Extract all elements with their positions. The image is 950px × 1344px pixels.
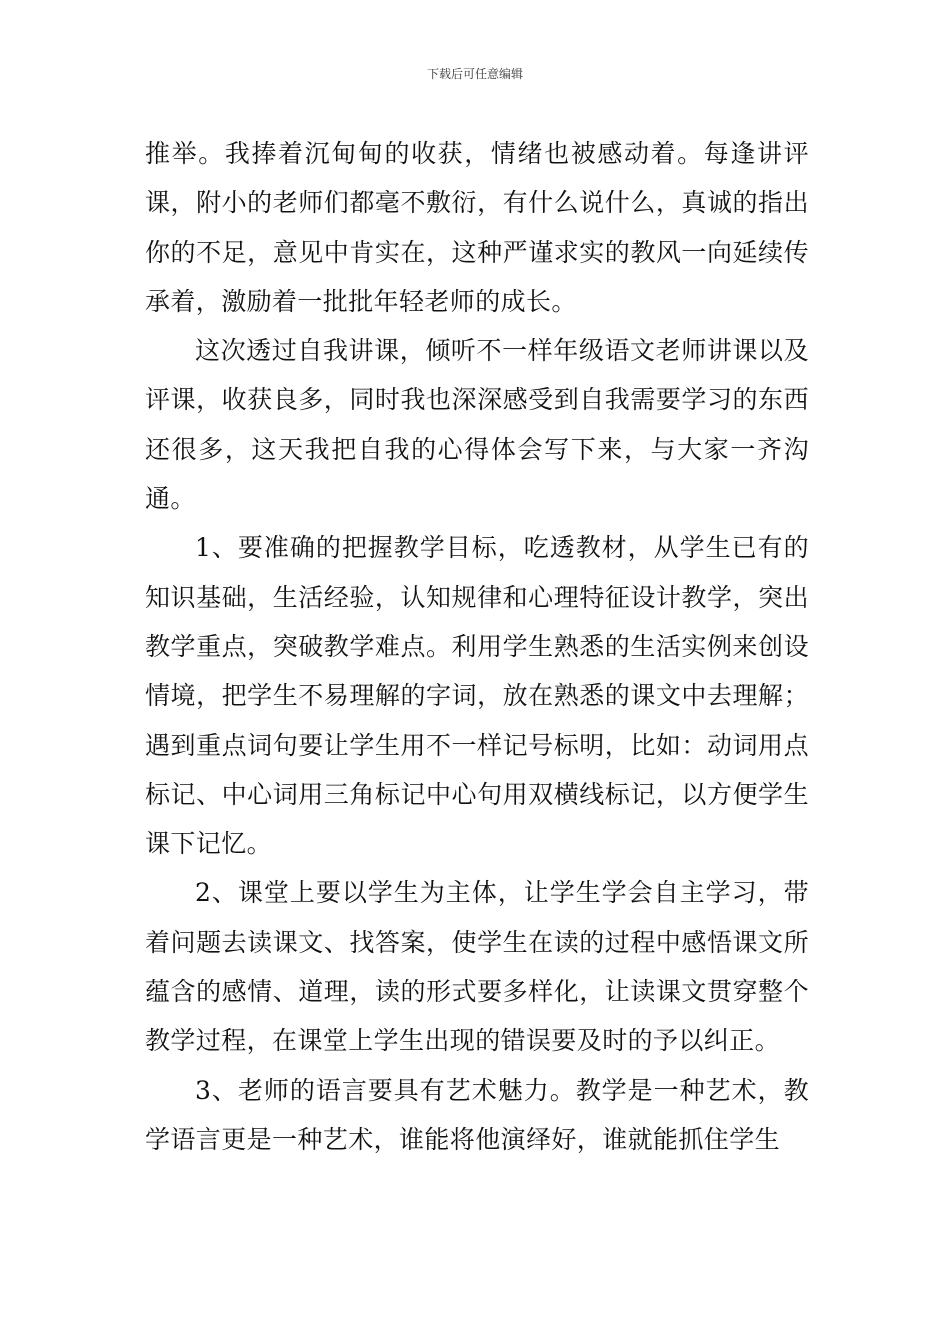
paragraph-continuation: 推举。我捧着沉甸甸的收获，情绪也被感动着。每逢讲评课，附小的老师们都毫不敷衍，有什么说什么，真诚的指出你的不足，意见中肯实在，这种严谨求实的教风一向延续传承着，激励着一批批年轻老师的成长。 <box>145 139 809 316</box>
paragraph-point-1: 1、要准确的把握教学目标，吃透教材，从学生已有的知识基础，生活经验，认知规律和心理特征设计教学，突出教学重点，突破教学难点。利用学生熟悉的生活实例来创设情境，把学生不易理解的字词，放在熟悉的课文中去理解；遇到重点词句要让学生用不一样记号标明，比如：动词用点标记、中心词用三角标记中心句用双横线标记，以方便学生课下记忆。 <box>145 533 809 859</box>
paragraph-point-3: 3、老师的语言要具有艺术魅力。教学是一种艺术，教学语言更是一种艺术，谁能将他演绎好，谁就能抓住学生 <box>145 1075 809 1154</box>
paragraph-point-2: 2、课堂上要以学生为主体，让学生学会自主学习，带着问题去读课文、找答案，使学生在读的过程中感悟课文所蕴含的感情、道理，读的形式要多样化，让读课文贯穿整个教学过程，在课堂上学生出现的错误要及时的予以纠正。 <box>145 878 809 1056</box>
header-note: 下载后可任意编辑 <box>426 67 523 81</box>
document-body <box>145 129 809 1164</box>
paragraph-intro: 这次透过自我讲课，倾听不一样年级语文老师讲课以及评课，收获良多，同时我也深深感受到自我需要学习的东西还很多，这天我把自我的心得体会写下来，与大家一齐沟通。 <box>145 336 809 514</box>
page-header <box>0 66 950 82</box>
